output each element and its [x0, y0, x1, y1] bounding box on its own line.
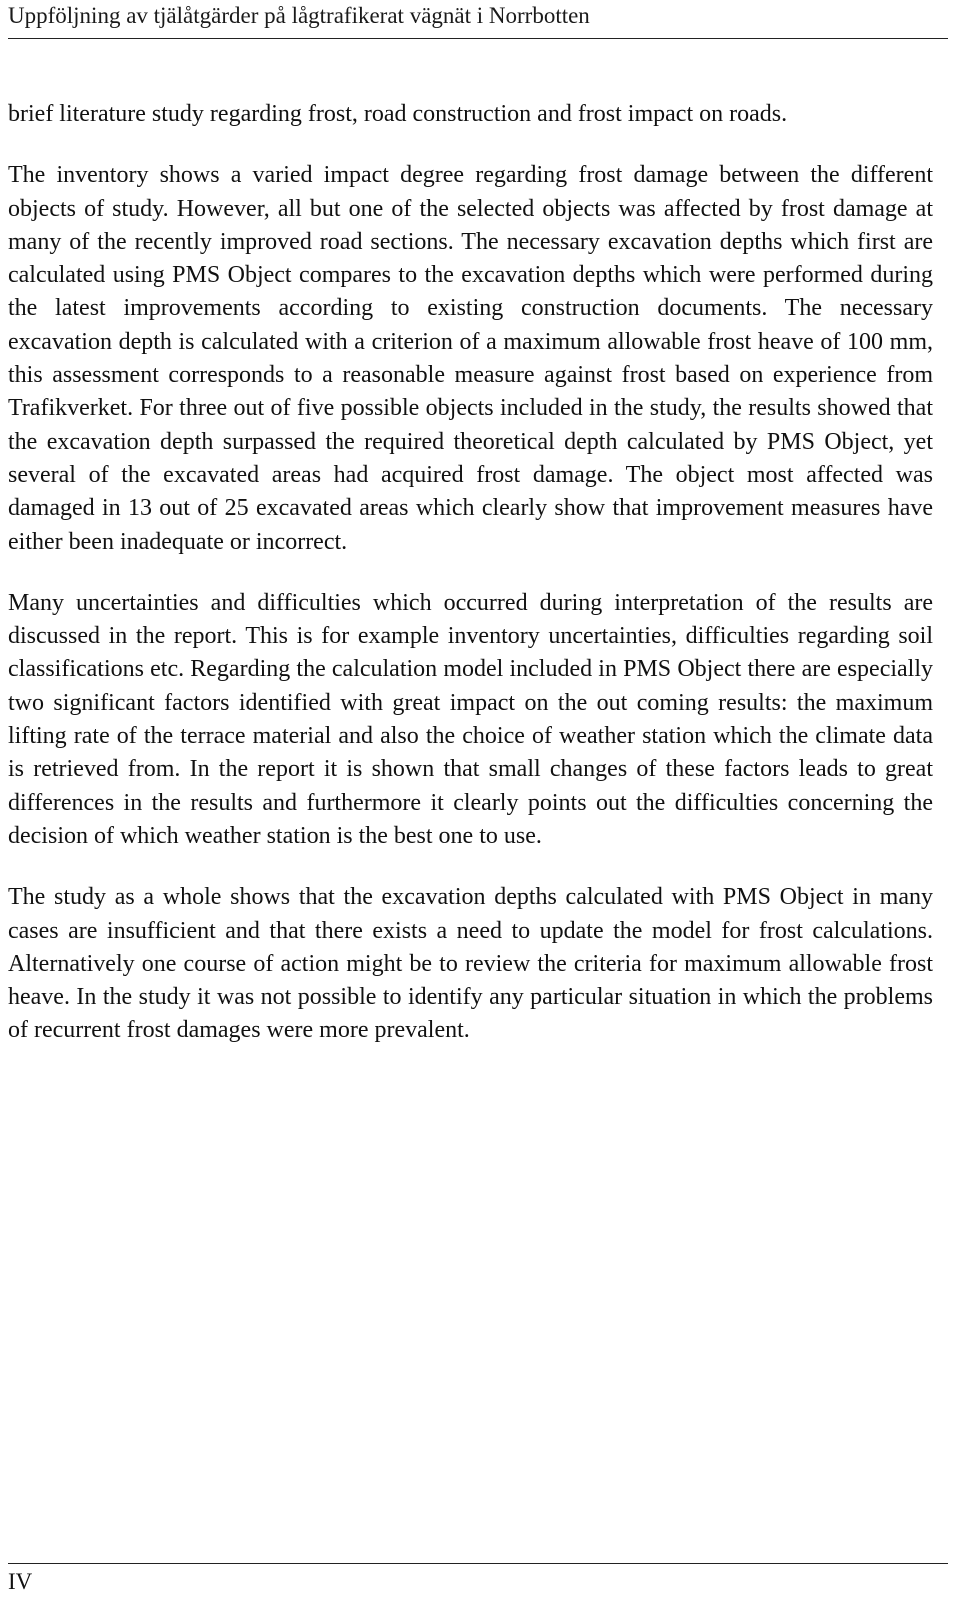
running-title: Uppföljning av tjälåtgärder på lågtrafikerat vägnät i Norrbotten — [8, 3, 590, 28]
page-number: IV — [8, 1569, 33, 1594]
page-footer — [8, 1563, 948, 1594]
paragraph-literature-study: brief literature study regarding frost, road construction and frost impact on roads. — [8, 101, 788, 127]
paragraph-inventory-results: The inventory shows a varied impact degree regarding frost damage between the different objects of study. However, all but one of the selected objects was affected by frost damage at many of the recently improved road sections. The necessary excavation depths which first are calculated using PMS Object compares to the excavation depths which were performed during the latest improvements according to existing construction documents. The necessary excavation depth is calculated with a criterion of a maximum allowable frost heave of 100 mm, this assessment corresponds to a reasonable measure against frost based on experience from Trafikverket. For three out of five possible objects included in the study, the results showed that the excavation depth surpassed the required theoretical depth calculated by PMS Object, yet several of the excavated areas had acquired frost damage. The object most affected was damaged in 13 out of 25 excavated areas which clearly show that improvement measures have either been inadequate or incorrect. — [8, 162, 933, 555]
document-body — [8, 98, 933, 1076]
page-header — [8, 0, 948, 39]
paragraph-uncertainties: Many uncertainties and difficulties which occurred during interpretation of the results are discussed in the report. This is for example inventory uncertainties, difficulties regarding soil classifications etc. Regarding the calculation model included in PMS Object there are especially two significant factors identified with great impact on the out coming results: the maximum lifting rate of the terrace material and also the choice of weather station which the climate data is retrieved from. In the report it is shown that small changes of these factors leads to great differences in the results and furthermore it clearly points out the difficulties concerning the decision of which weather station is the best one to use. — [8, 589, 933, 849]
paragraph-conclusion: The study as a whole shows that the excavation depths calculated with PMS Object in many cases are insufficient and that there exists a need to update the model for frost calculations. Alternatively one course of action might be to review the criteria for maximum allowable frost heave. In the study it was not possible to identify any particular situation in which the problems of recurrent frost damages were more prevalent. — [8, 884, 933, 1044]
